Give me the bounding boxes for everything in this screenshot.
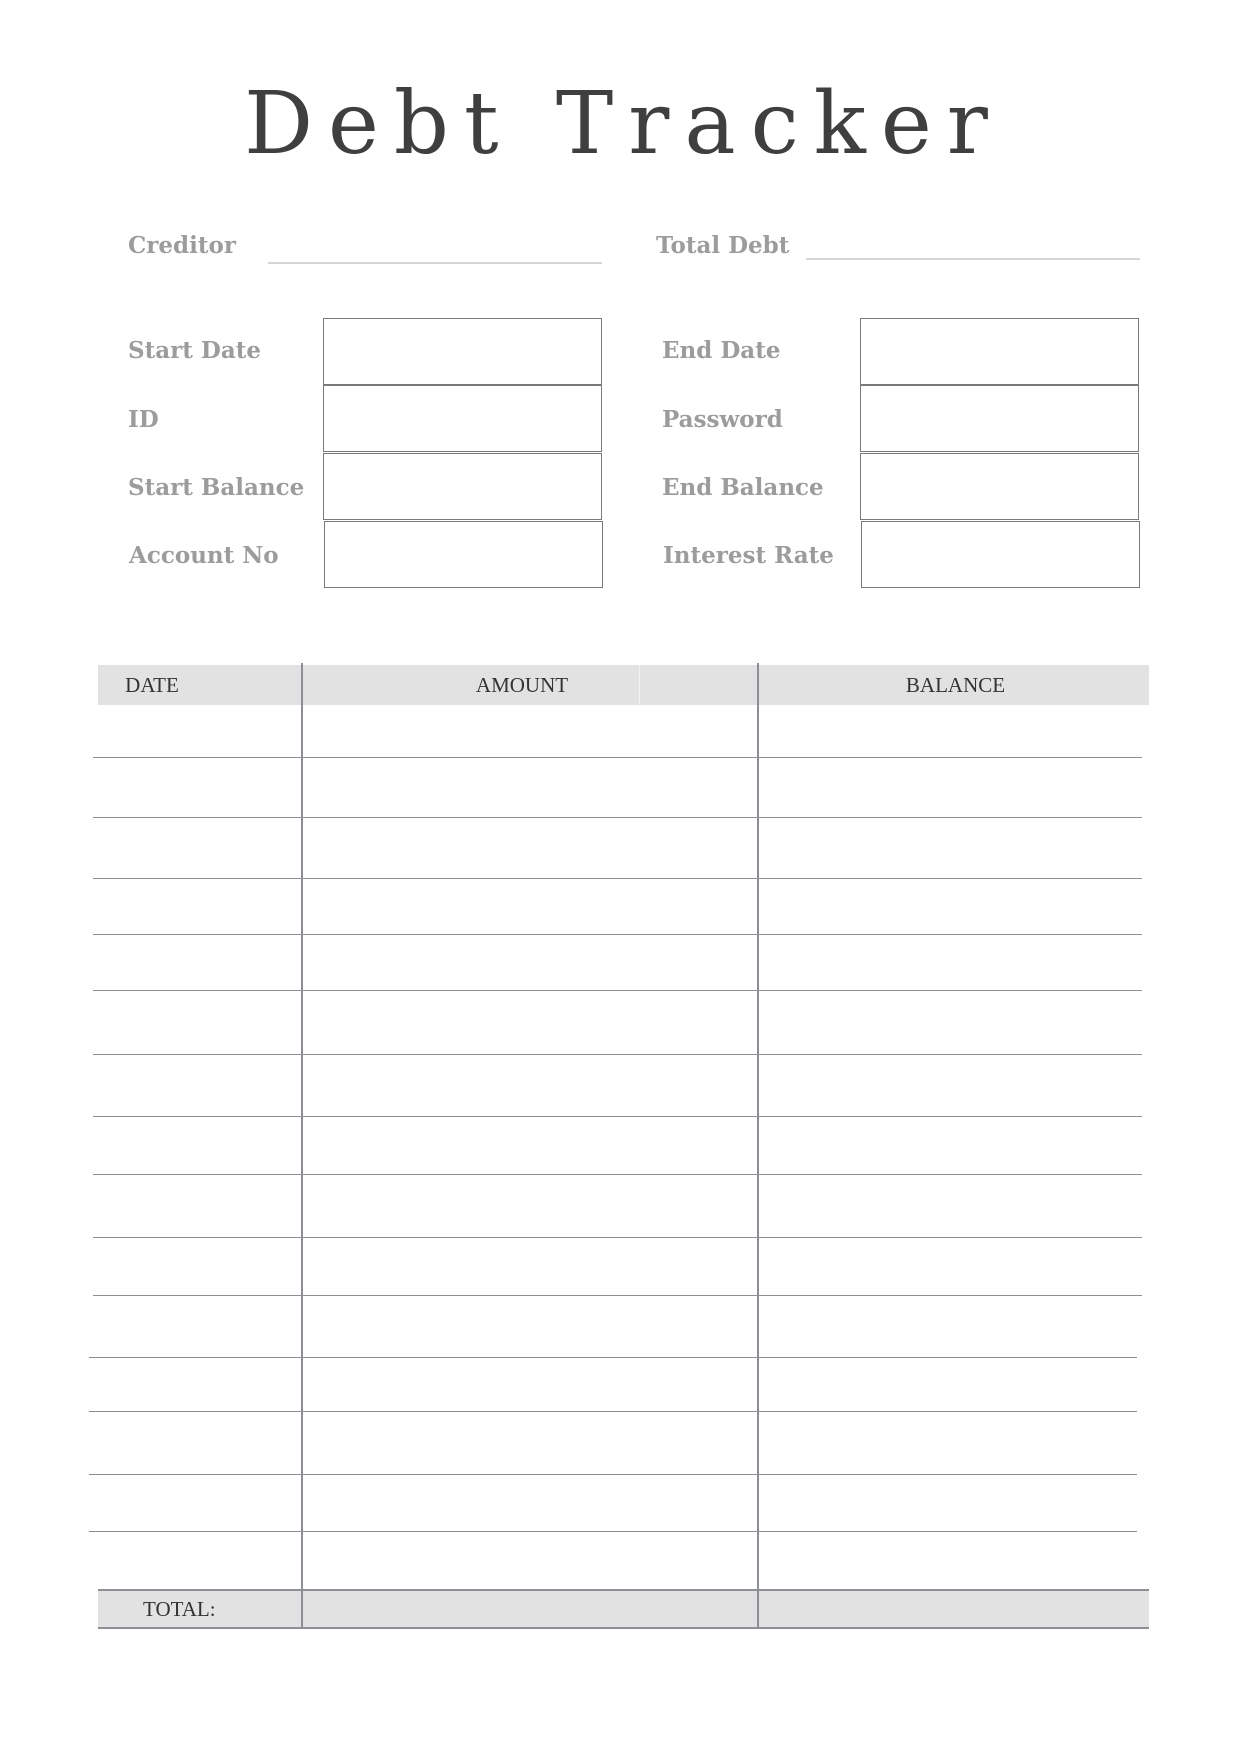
table-row (93, 1295, 1142, 1296)
balance-cell[interactable] (760, 1413, 1143, 1472)
table-row (93, 1237, 1142, 1238)
table-header (98, 665, 1149, 705)
total-balance-cell[interactable] (763, 1591, 1147, 1627)
id-label: ID (128, 406, 159, 433)
total-debt-label: Total Debt (656, 232, 790, 259)
balance-cell[interactable] (760, 1056, 1143, 1114)
date-cell[interactable] (98, 880, 301, 932)
date-cell[interactable] (98, 1056, 301, 1114)
amount-cell[interactable] (303, 1413, 757, 1472)
balance-cell[interactable] (760, 1239, 1143, 1293)
date-cell[interactable] (98, 1413, 301, 1472)
account-no-label: Account No (129, 542, 279, 569)
balance-cell[interactable] (760, 880, 1143, 932)
amount-cell[interactable] (303, 1118, 757, 1172)
date-cell[interactable] (98, 759, 301, 815)
password-label: Password (662, 406, 783, 433)
amount-cell[interactable] (303, 707, 757, 755)
balance-cell[interactable] (760, 707, 1143, 755)
amount-cell[interactable] (303, 1239, 757, 1293)
amount-cell[interactable] (303, 1056, 757, 1114)
balance-cell[interactable] (760, 1297, 1143, 1355)
amount-cell[interactable] (303, 1176, 757, 1235)
table-row (93, 1116, 1142, 1117)
balance-cell[interactable] (760, 936, 1143, 988)
column-header-date: DATE (125, 673, 179, 697)
table-row (89, 1357, 1137, 1358)
page-title: Debt Tracker (244, 74, 1003, 174)
start-balance-label: Start Balance (128, 474, 305, 501)
date-cell[interactable] (98, 707, 301, 755)
amount-cell[interactable] (303, 992, 757, 1052)
balance-cell[interactable] (760, 1533, 1143, 1587)
table-row (93, 934, 1142, 935)
amount-cell[interactable] (303, 759, 757, 815)
date-cell[interactable] (98, 1118, 301, 1172)
column-header-amount: AMOUNT (475, 673, 569, 697)
table-total-row (98, 1589, 1149, 1629)
date-cell[interactable] (98, 819, 301, 876)
table-row (93, 1174, 1142, 1175)
interest-rate-label: Interest Rate (663, 542, 834, 569)
balance-cell[interactable] (760, 1359, 1143, 1409)
date-cell[interactable] (98, 1359, 301, 1409)
table-row (93, 817, 1142, 818)
date-cell[interactable] (98, 1239, 301, 1293)
amount-cell[interactable] (303, 1476, 757, 1529)
end-date-label: End Date (662, 337, 781, 364)
start-date-label: Start Date (128, 337, 261, 364)
amount-cell[interactable] (303, 819, 757, 876)
balance-cell[interactable] (760, 1176, 1143, 1235)
date-cell[interactable] (98, 992, 301, 1052)
date-cell[interactable] (98, 936, 301, 988)
date-cell[interactable] (98, 1533, 301, 1587)
date-cell[interactable] (98, 1297, 301, 1355)
table-row (89, 1531, 1137, 1532)
table-row (93, 1054, 1142, 1055)
balance-cell[interactable] (760, 1118, 1143, 1172)
date-cell[interactable] (98, 1176, 301, 1235)
table-row (89, 1474, 1137, 1475)
header-divider (639, 665, 640, 705)
amount-cell[interactable] (303, 1297, 757, 1355)
amount-cell[interactable] (303, 1533, 757, 1587)
balance-cell[interactable] (760, 992, 1143, 1052)
amount-cell[interactable] (303, 1359, 757, 1409)
total-label: TOTAL: (143, 1597, 216, 1621)
balance-cell[interactable] (760, 1476, 1143, 1529)
amount-cell[interactable] (303, 936, 757, 988)
table-row (93, 878, 1142, 879)
date-cell[interactable] (98, 1476, 301, 1529)
amount-cell[interactable] (303, 880, 757, 932)
creditor-label: Creditor (128, 232, 236, 259)
column-header-balance: BALANCE (905, 673, 1006, 697)
column-divider (301, 663, 303, 1629)
balance-cell[interactable] (760, 819, 1143, 876)
table-row (93, 757, 1142, 758)
total-amount-cell[interactable] (304, 1591, 761, 1627)
table-row (93, 990, 1142, 991)
balance-cell[interactable] (760, 759, 1143, 815)
end-balance-label: End Balance (662, 474, 824, 501)
table-row (89, 1411, 1137, 1412)
column-divider (757, 663, 759, 1629)
